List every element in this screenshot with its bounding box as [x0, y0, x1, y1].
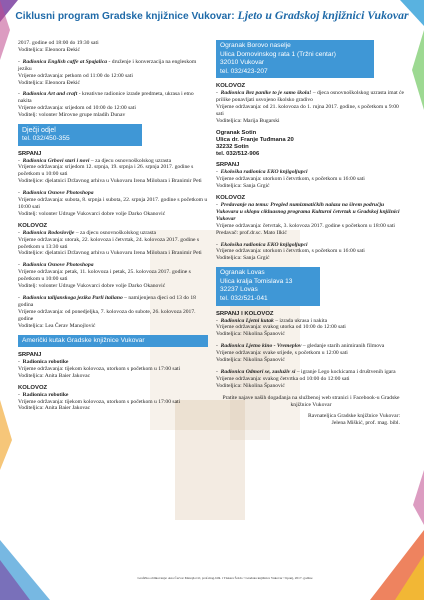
event-line: Vrijeme održavanja: četvrtak, 3. kolovoza 2017. godine s početkom u 18:00 sati — [216, 222, 395, 229]
event-desc: – gledanje starih animiranih filmova — [301, 343, 385, 350]
event-line: Voditeljica: Nikolina Španović — [216, 357, 285, 364]
event-line: Vrijeme održavanja: utorkom i četvrtkom, s početkom u 16:00 sati — [216, 248, 365, 255]
event-name: Predavanje na temu: Pregled numizmatičkih nalaza na širem području Vukovara u sklopu cikluasnog programa Kulturni četvrtak u Gradskoj knjižnici Vukovar — [216, 201, 400, 222]
title-sub: Ljeto u Gradskoj knjižnici Vukovar — [237, 8, 409, 22]
event-name: Radionica talijanskoga jezika Parli italiano — [22, 294, 123, 301]
event-desc: – djeca osnovnoškolskog uzrasta imat će prilike ponavljati usvojeno školsko gradivo — [216, 90, 405, 104]
event-line: Vrijeme održavanja: od ponedjeljka, 7. kolovoza do subote, 26. kolovoza 2017. godine — [18, 308, 196, 322]
event-line: Vrijeme održavanja: svakog utorka od 10:00 do 12:00 sati — [216, 324, 346, 331]
event-title: - Radionica talijanskoga jezika Parli italiano – namijenjena djeci od 13 do 18 godina — [18, 294, 196, 308]
event-line: Voditeljica: Anita Baier Jakovac — [18, 405, 91, 412]
footer-credits: Grafičko oblikovanje: Ana Červar Manojlović, prof.mag.bibl. i Tiskara Šoldo • Gradska knjižnica Vukovar • lipanj, 2017. godine — [137, 576, 313, 580]
right-column — [216, 40, 406, 427]
month-heading: KOLOVOZ — [216, 83, 246, 90]
branch-box-borovo — [216, 40, 374, 78]
event-line: Vrijeme održavanja: svakog četvrtka od 10:00 do 12:00 sati — [216, 375, 350, 382]
branch-street: Ulica dr. Franje Tuđmana 20 — [216, 136, 294, 143]
event-title: - Radionica robotike — [18, 391, 69, 398]
event-line: Vrijeme održavanja: tijekom kolovoza, utorkom s početkom u 17:00 sati — [18, 365, 181, 372]
event-name: Radionica Osnove Photoshopa — [22, 190, 94, 197]
event-line: Vrijeme održavanja: srijedom od 10:00 do 12:00 sati — [18, 105, 136, 112]
event-desc: – namijenjena djeci od 13 do 18 godina — [18, 294, 196, 308]
month-heading: SRPANJ — [18, 352, 42, 359]
event-title: - Radionica English caffe at Spajalica - druženje i konverzacija na engleskom jeziku — [18, 58, 197, 72]
event-line: Voditeljica: Marija Bugarski — [216, 117, 280, 124]
event-title: - Radionica Bez panike to je samo škola! – djeca osnovnoškolskog uzrasta imat će prilike ponavljati usvojeno školsko gradivo — [216, 90, 405, 104]
left-column — [18, 40, 208, 412]
event-line: Vrijeme održavanja: svake srijede, s početkom u 12:00 sati — [216, 350, 348, 357]
signature-title: Ravnateljica Gradske knjižnice Vukovar: — [308, 413, 400, 420]
event-name: Radionica Ljetni kutak — [220, 317, 274, 324]
event-line: Voditelj: volonter Udruge Vukovarci dobre volje Darko Okanović — [18, 210, 166, 217]
event-name: Radionica Ljetno kino - Vremeplov — [220, 343, 302, 350]
event-name: Radionica robotike — [22, 391, 69, 398]
event-title: - Ekološka radionica EKO knjigoljupci — [216, 241, 308, 248]
event-title: - Radionica Osnove Photoshopa — [18, 262, 94, 269]
event-line: Voditeljice: djelatnici Državnog arhiva u Vukovaru Irena Milobara i Branimir Peti — [18, 178, 202, 185]
event-line: Vrijeme održavanja: od 21. kolovoza do 1. rujna 2017. godine, s početkom u 9:00 sati — [216, 104, 399, 117]
event-desc: – izrada ukrasa i nakita — [273, 317, 328, 324]
branch-street: Ulica kralja Tomislava 13 — [220, 277, 293, 285]
branch-zip: 32010 Vukovar — [220, 59, 265, 67]
event-line: Predavač: prof.dr.sc. Mato Ilkić — [216, 229, 287, 236]
event-line: Vrijeme održavanja: utorkom i četvrtkom, s početkom u 16:00 sati — [216, 176, 365, 183]
event-name: Radionica Odmori se, zasluživ si — [220, 368, 296, 375]
event-line: Vrijeme održavanja: petak, 11. kolovoza i petak, 25. kolovoza 2017. godine s početkom u 10:00 sati — [18, 269, 191, 283]
month-heading: KOLOVOZ — [216, 195, 246, 202]
event-line: Vrijeme održavanja: srijedom 12. srpnja, 19. srpnja i 26. srpnja 2017. godine s početkom u 10:00 sati — [18, 164, 194, 178]
event-line: Voditeljica: Anita Baier Jakovac — [18, 372, 91, 379]
event-line: Voditeljica: Lea Čerav Manojlović — [18, 322, 96, 329]
event-line: Vrijeme održavanja: petkom od 11:00 do 12:00 sati — [18, 72, 133, 79]
branch-box-lovas — [216, 267, 320, 305]
branch-phone: tel. 032/450-355 — [22, 135, 70, 143]
event-line: Voditeljica: Nikolina Španović — [216, 382, 285, 389]
page-title — [0, 8, 424, 23]
event-title: - Radionica Grbovi stari i novi – za djecu osnovnoškolskog uzrasta — [18, 157, 172, 164]
branch-phone: tel. 032/512-906 — [216, 150, 260, 157]
event-title: - Radionica Ljetno kino - Vremeplov – gledanje starih animiranih filmova — [216, 343, 385, 350]
branch-box-americki-kutak — [18, 335, 208, 348]
event-title: - Radionica Odmori se, zasluživ si – igranje Lego kockicama i društvenih igara — [216, 368, 396, 375]
event-title: - Radionica robotike — [18, 359, 69, 365]
signature-name: Jelena Miškić, prof. mag. bibl. — [331, 420, 400, 427]
month-heading: SRPANJ I KOLOVOZ — [216, 310, 274, 317]
event-title: - Radionica Osnove Photoshopa — [18, 190, 94, 197]
event-title: - Ekološka radionica EKO knjigoljupci — [216, 169, 308, 176]
branch-name: Ogranak Borovo naselje — [220, 42, 291, 49]
branch-name: Američki kutak Gradske knjižnice Vukovar — [22, 336, 145, 344]
event-line: Voditelj: volonter Udruge Vukovarci dobre volje Darko Okanović — [18, 283, 166, 290]
title-main: Ciklusni program Gradske knjižnice Vukovar: — [15, 11, 235, 22]
event-title: - Radionica Art and craft - kreativne radionice izrade predmeta, ukrasa i etno nakita — [18, 91, 194, 105]
event-name: Ekološka radionica EKO knjigoljupci — [220, 241, 308, 248]
event-title: - Radionica Ljetni kutak – izrada ukrasa i nakita — [216, 317, 328, 324]
branch-name: Ogranak Sotin — [216, 129, 257, 136]
event-line: Vrijeme održavanja: tijekom kolovoza, utorkom s početkom u 17:00 sati — [18, 398, 181, 405]
branch-phone: tel. 032/423-207 — [220, 67, 268, 75]
follow-note: Pratite najave naših događanja na službenoj web stranici i Facebook-u Gradske knjižnice Vukovar — [222, 394, 400, 408]
branch-phone: tel. 032/521-041 — [220, 295, 268, 302]
event-line: Voditeljica: Eleonora Đekić — [18, 46, 81, 53]
event-name: Radionica robotike — [22, 359, 69, 365]
event-name: Radionica Osnove Photoshopa — [22, 262, 94, 269]
branch-zip: 32232 Sotin — [216, 143, 249, 150]
event-desc: – igranje Lego kockicama i društvenih igara — [295, 368, 396, 375]
event-name: Ekološka radionica EKO knjigoljupci — [220, 169, 308, 176]
event-desc: – za djecu osnovnoškolskog uzrasta — [89, 157, 172, 164]
branch-street: Ulica Domovinskog rata 1 (Tržni centar) — [220, 50, 336, 58]
event-title: - Radionica Rodoslovlje – za djecu osnovnoškolskog uzrasta — [18, 229, 156, 236]
branch-name: Dječji odjel — [22, 127, 56, 135]
event-line: Voditeljica: Eleonora Đekić — [18, 79, 81, 86]
event-line: Voditeljica: Nikolina Španović — [216, 331, 285, 338]
event-line: Voditeljice: djelatnici Državnog arhiva u Vukovaru Irena Milobara i Branimir Peti — [18, 250, 202, 257]
event-line: Voditelj: volonter Mirovne grupe mladih Dunav — [18, 112, 126, 119]
month-heading: SRPANJ — [18, 150, 42, 157]
event-line: Vrijeme održavanja: subota, 8. srpnja i subota, 22. srpnja 2017. godine s početkom u 10:00 sati — [18, 197, 208, 210]
event-name: Radionica Rodoslovlje — [22, 229, 75, 236]
month-heading: SRPANJ — [216, 162, 240, 169]
event-line: Vrijeme održavanja: utorak, 22. kolovoza i četvrtak, 24. kolovoza 2017. godine s početkom u 13:30 sati — [18, 236, 200, 250]
event-desc: – za djecu osnovnoškolskog uzrasta — [74, 229, 156, 236]
event-desc: - kreativne radionice izrade predmeta, ukrasa i etno nakita — [18, 91, 194, 105]
event-line: 2017. godine od 18:00 do 19:30 sati — [18, 40, 99, 46]
event-name: Radionica Bez panike to je samo škola! — [220, 90, 312, 97]
event-title: - Predavanje na temu: Pregled numizmatičkih nalaza na širem području Vukovara u sklopu cikluasnog programa Kulturni četvrtak u Gradskoj knjižnici Vukovar — [216, 201, 400, 222]
event-name: Radionica Grbovi stari i novi — [22, 157, 90, 164]
branch-box-djecji-odjel — [18, 124, 142, 146]
event-name: Radionica English caffe at Spajalica — [22, 58, 108, 65]
event-line: Voditeljica: Sanja Grgić — [216, 255, 270, 262]
branch-zip: 32237 Lovas — [220, 286, 258, 294]
month-heading: KOLOVOZ — [18, 384, 48, 391]
branch-name: Ogranak Lovas — [220, 269, 265, 277]
event-desc: - druženje i konverzacija na engleskom jeziku — [18, 58, 197, 72]
month-heading: KOLOVOZ — [18, 222, 48, 229]
event-name: Radionica Art and craft — [22, 91, 78, 98]
event-line: Voditeljica: Sanja Grgić — [216, 183, 270, 190]
